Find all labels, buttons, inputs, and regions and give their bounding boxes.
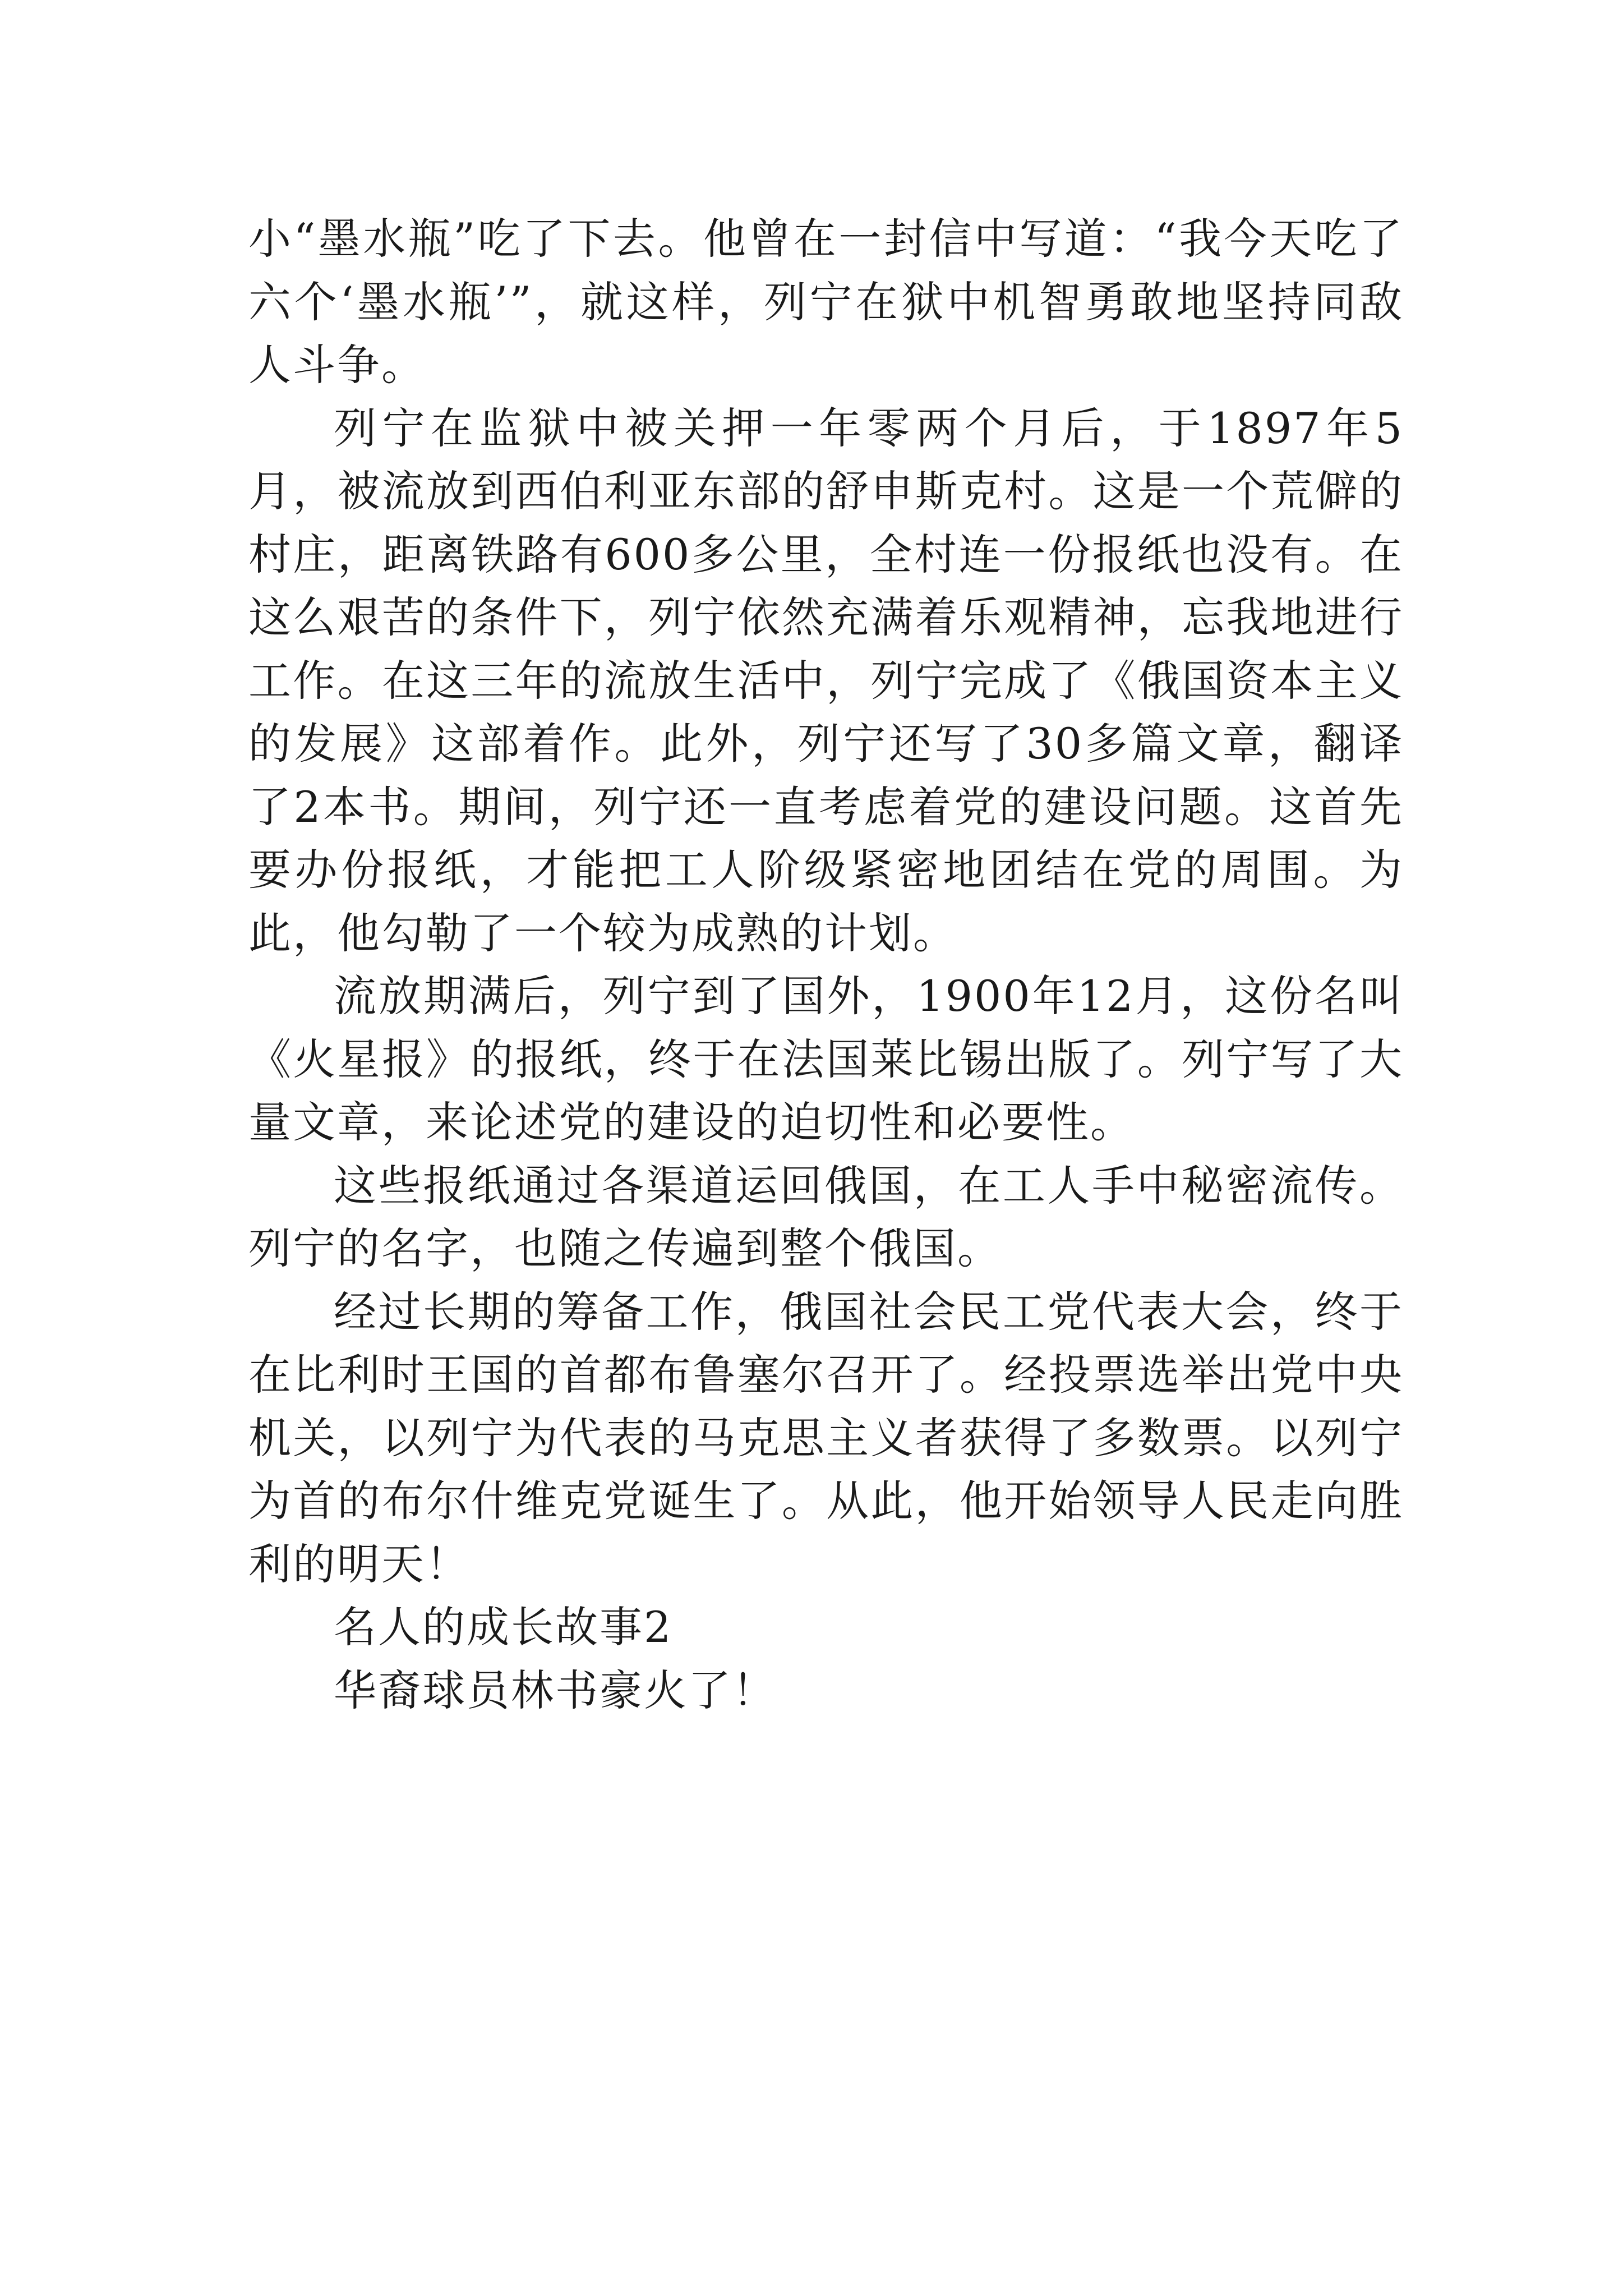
paragraph-exile: 列宁在监狱中被关押一年零两个月后，于1897年5月，被流放到西伯利亚东部的舒申斯克村。这是一个荒僻的村庄，距离铁路有600多公里，全村连一份报纸也没有。在这么艰苦的条件下，列宁依然充满着乐观精神，忘我地进行工作。在这三年的流放生活中，列宁完成了《俄国资本主义的发展》这部着作。此外，列宁还写了30多篇文章，翻译了2本书。期间，列宁还一直考虑着党的建设问题。这首先要办份报纸，才能把工人阶级紧密地团结在党的周围。为此，他勾勒了一个较为成熟的计划。: [248, 403, 1404, 958]
paragraph-congress: 经过长期的筹备工作，俄国社会民工党代表大会，终于在比利时王国的首都布鲁塞尔召开了。经投票选举出党中央机关，以列宁为代表的马克思主义者获得了多数票。以列宁为首的布尔什维克党诞生了。从此，他开始领导人民走向胜利的明天！: [248, 1286, 1404, 1589]
paragraph-iskra: 流放期满后，列宁到了国外，1900年12月，这份名叫《火星报》的报纸，终于在法国莱比锡出版了。列宁写了大量文章，来论述党的建设的迫切性和必要性。: [248, 971, 1404, 1147]
intro-line: 华裔球员林书豪火了！: [334, 1665, 777, 1715]
paragraph-newspapers: 这些报纸通过各渠道运回俄国，在工人手中秘密流传。列宁的名字，也随之传遍到整个俄国。: [248, 1160, 1404, 1273]
paragraph-ink-bottle: 小“墨水瓶”吃了下去。他曾在一封信中写道：“我今天吃了六个‘墨水瓶’”，就这样，列宁在狱中机智勇敢地坚持同敌人斗争。: [248, 214, 1404, 390]
section-title: 名人的成长故事2: [334, 1602, 673, 1652]
document-body: [248, 208, 1404, 1722]
